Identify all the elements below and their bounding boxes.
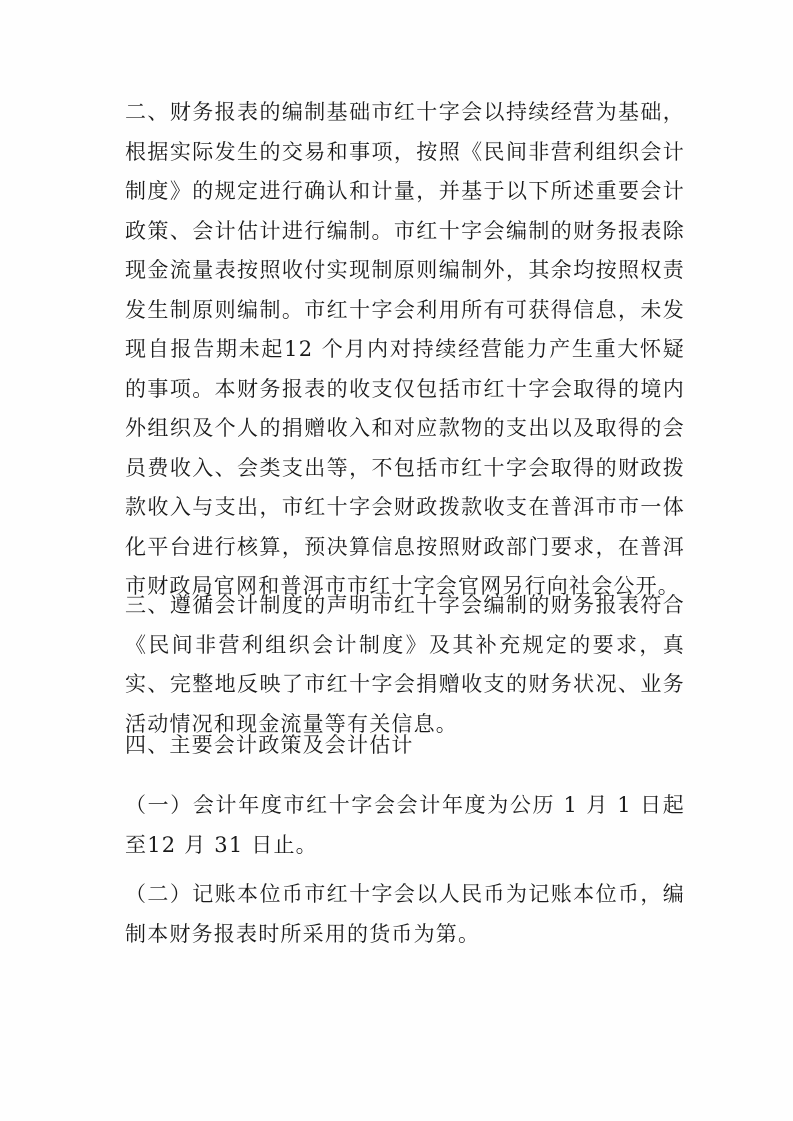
section-2-text: 二、财务报表的编制基础市红十字会以持续经营为基础，根据实际发生的交易和事项，按照《民间非营利组织会计制度》的规定进行确认和计量，并基于以下所述重要会计政策、会计估计进行编制。市红十字会编制的财务报表除现金流量表按照收付实现制原则编制外，其余均按照权责发生制原则编制。市红十字会利用所有可获得信息，未发现自报告期未起12 个月内对持续经营能力产生重大怀疑的事项。本财务报表的收支仅包括市红十字会取得的境内外组织及个人的捐赠收入和对应款物的支出以及取得的会员费收入、会类支出等，不包括市红十字会取得的财政拨款收入与支出，市红十字会财政拨款收支在普洱市市一体化平台进行核算，预决算信息按照财政部门要求，在普洱市财政局官网和普洱市市红十字会官网另行向社会公开。 (125, 100, 685, 598)
section-4-heading-text: 四、主要会计政策及会计估计 (125, 733, 414, 757)
section-2-paragraph (125, 93, 685, 607)
section-3-text: 三、遵循会计制度的声明市红十字会编制的财务报表符合《民间非营利组织会计制度》及其补充规定的要求，真实、完整地反映了市红十字会捐赠收支的财务状况、业务活动情况和现金流量等有关信息。 (125, 593, 685, 736)
subsection-2-paragraph (125, 875, 685, 954)
subsection-2-text: （二）记账本位币市红十字会以人民币为记账本位币，编制本财务报表时所采用的货币为第。 (125, 882, 685, 946)
section-3-paragraph (125, 586, 685, 744)
section-4-heading (125, 726, 685, 766)
subsection-1-paragraph (125, 786, 685, 865)
subsection-1-text: （一）会计年度市红十字会会计年度为公历 1 月 1 日起至12 月 31 日止。 (125, 793, 685, 857)
